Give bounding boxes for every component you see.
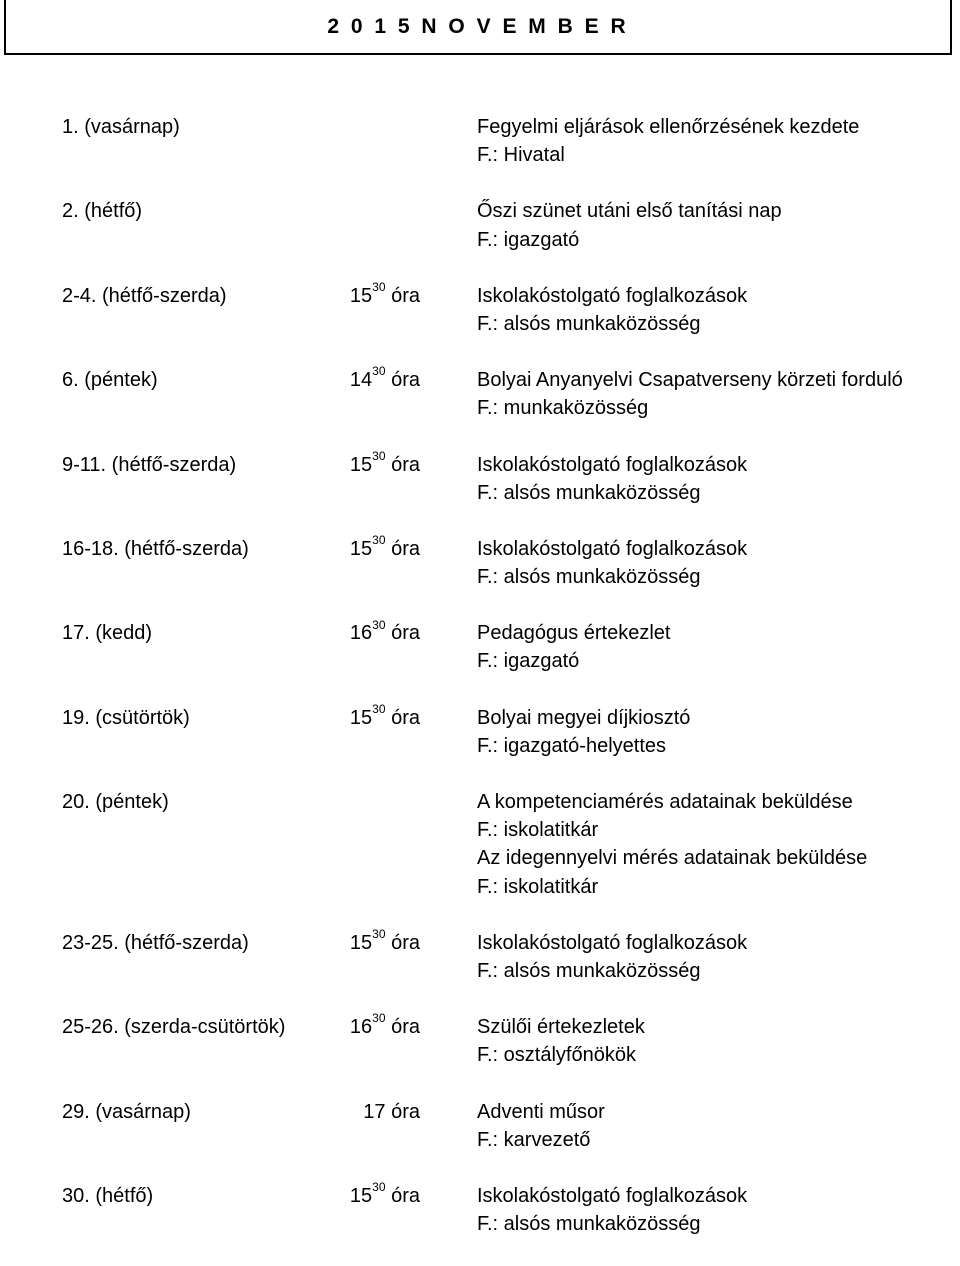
entry-date: 2-4. (hétfő-szerda) [62, 284, 227, 307]
entry-first-line [0, 788, 960, 816]
entry-time-minute: 30 [372, 280, 386, 295]
entry-time-unit: óra [385, 453, 420, 476]
entry-line [0, 1041, 960, 1069]
entry-time-unit: óra [385, 1184, 420, 1207]
entry-description: Őszi szünet utáni első tanítási nap [477, 200, 782, 223]
entry-responsible: F.: alsós munkaközösség [477, 959, 701, 982]
entry-time [300, 701, 420, 732]
entry-date: 23-25. (hétfő-szerda) [62, 931, 249, 954]
entry-time-hour: 15 [349, 706, 373, 729]
entry-line [0, 732, 960, 760]
entry-first-line [0, 1182, 960, 1210]
entry-responsible: F.: alsós munkaközösség [477, 481, 701, 504]
schedule-entry [0, 113, 960, 169]
entry-time [300, 282, 420, 310]
schedule-entry [0, 197, 960, 253]
schedule-entry [0, 929, 960, 985]
entry-description: Adventi műsor [477, 1100, 605, 1123]
entry-responsible: F.: iskolatitkár [477, 819, 599, 842]
entry-description: Iskolakóstolgató foglalkozások [477, 931, 748, 954]
entry-description: Iskolakóstolgató foglalkozások [477, 284, 748, 307]
entry-time-minute: 30 [372, 1180, 386, 1195]
entry-first-line [0, 701, 960, 732]
entry-description: Bolyai Anyanyelvi Csapatverseny körzeti forduló [477, 369, 903, 392]
schedule-entry [0, 535, 960, 591]
title-box [4, 0, 952, 55]
schedule-entry [0, 788, 960, 901]
entry-responsible: F.: iskolatitkár [477, 875, 599, 898]
entry-line [0, 310, 960, 338]
entry-description: Az idegennyelvi mérés adatainak beküldése [477, 847, 868, 870]
entry-time-unit: óra [385, 284, 420, 307]
schedule-list [0, 113, 960, 1266]
entry-first-line [0, 1013, 960, 1041]
entry-responsible: F.: igazgató-helyettes [477, 734, 666, 757]
entry-time-minute: 30 [372, 927, 386, 942]
entry-first-line [0, 448, 960, 479]
entry-time-hour: 17 [363, 1100, 386, 1123]
entry-responsible: F.: igazgató [477, 650, 580, 673]
entry-line [0, 1126, 960, 1154]
entry-time [300, 448, 420, 479]
entry-responsible: F.: osztályfőnökök [477, 1044, 636, 1067]
entry-time-unit: óra [385, 537, 420, 560]
entry-date: 19. (csütörtök) [62, 706, 190, 729]
entry-description: Pedagógus értekezlet [477, 622, 671, 645]
entry-responsible: F.: karvezető [477, 1128, 591, 1151]
entry-date: 20. (péntek) [62, 791, 169, 813]
entry-line [0, 816, 960, 844]
schedule-entry [0, 282, 960, 338]
entry-time [300, 929, 420, 957]
entry-first-line [0, 282, 960, 310]
entry-date: 25-26. (szerda-csütörtök) [62, 1016, 286, 1039]
entry-time-unit: óra [385, 369, 420, 392]
entry-date: 1. (vasárnap) [62, 116, 180, 138]
entry-date: 6. (péntek) [62, 369, 158, 392]
entry-time-minute: 30 [372, 617, 386, 632]
entry-time-minute: 30 [372, 533, 386, 548]
schedule-entry [0, 366, 960, 422]
schedule-entry [0, 701, 960, 760]
entry-time [300, 1182, 420, 1210]
entry-time-unit: óra [385, 622, 420, 645]
entry-time-hour: 16 [349, 622, 373, 645]
entry-description: Szülői értekezletek [477, 1016, 645, 1039]
schedule-entry [0, 1098, 960, 1154]
entry-time-hour: 15 [349, 931, 373, 954]
entry-line [0, 873, 960, 901]
entry-first-line [0, 197, 960, 225]
entry-time [300, 366, 420, 394]
entry-time-unit: óra [385, 931, 420, 954]
schedule-entry [0, 448, 960, 507]
entry-description: Bolyai megyei díjkiosztó [477, 706, 691, 729]
entry-time-minute: 30 [372, 701, 386, 716]
schedule-entry [0, 1182, 960, 1238]
entry-responsible: F.: Hivatal [477, 144, 565, 167]
schedule-entry [0, 619, 960, 675]
entry-description: Iskolakóstolgató foglalkozások [477, 453, 748, 476]
entry-date: 9-11. (hétfő-szerda) [62, 453, 237, 476]
entry-time [300, 619, 420, 647]
entry-description: Iskolakóstolgató foglalkozások [477, 537, 748, 560]
entry-responsible: F.: alsós munkaközösség [477, 566, 701, 589]
entry-time-unit: óra [385, 1016, 420, 1039]
entry-first-line [0, 366, 960, 394]
entry-time-hour: 16 [349, 1016, 373, 1039]
page-title: 2 0 1 5 N O V E M B E R [327, 14, 629, 38]
entry-time [300, 1013, 420, 1041]
entry-line [0, 563, 960, 591]
entry-time-hour: 15 [349, 537, 373, 560]
entry-date: 16-18. (hétfő-szerda) [62, 537, 249, 560]
entry-time-unit: óra [385, 706, 420, 729]
entry-time [300, 535, 420, 563]
entry-description: A kompetenciamérés adatainak beküldése [477, 791, 853, 813]
entry-time-unit: óra [385, 1100, 420, 1123]
entry-line [0, 394, 960, 422]
entry-time-hour: 15 [349, 1184, 373, 1207]
entry-date: 17. (kedd) [62, 622, 153, 645]
entry-description: Fegyelmi eljárások ellenőrzésének kezdete [477, 116, 860, 138]
entry-line [0, 844, 960, 872]
entry-line [0, 479, 960, 507]
entry-line [0, 957, 960, 985]
entry-time-minute: 30 [372, 448, 386, 463]
entry-line [0, 226, 960, 254]
entry-time-minute: 30 [372, 364, 386, 379]
entry-first-line [0, 929, 960, 957]
entry-time-hour: 14 [349, 369, 373, 392]
entry-date: 29. (vasárnap) [62, 1100, 191, 1123]
entry-time [300, 1098, 420, 1126]
entry-responsible: F.: munkaközösség [477, 397, 649, 420]
entry-responsible: F.: alsós munkaközösség [477, 1213, 701, 1236]
entry-first-line [0, 619, 960, 647]
entry-description: Iskolakóstolgató foglalkozások [477, 1184, 748, 1207]
entry-time-hour: 15 [349, 453, 373, 476]
schedule-entry [0, 1013, 960, 1069]
entry-line [0, 1210, 960, 1238]
entry-line [0, 647, 960, 675]
entry-time-hour: 15 [349, 284, 373, 307]
entry-responsible: F.: igazgató [477, 228, 580, 251]
entry-responsible: F.: alsós munkaközösség [477, 312, 701, 335]
entry-line [0, 141, 960, 169]
entry-date: 30. (hétfő) [62, 1184, 154, 1207]
entry-time-minute: 30 [372, 1011, 386, 1026]
entry-date: 2. (hétfő) [62, 200, 143, 223]
entry-first-line [0, 535, 960, 563]
entry-first-line [0, 1098, 960, 1126]
entry-first-line [0, 113, 960, 141]
